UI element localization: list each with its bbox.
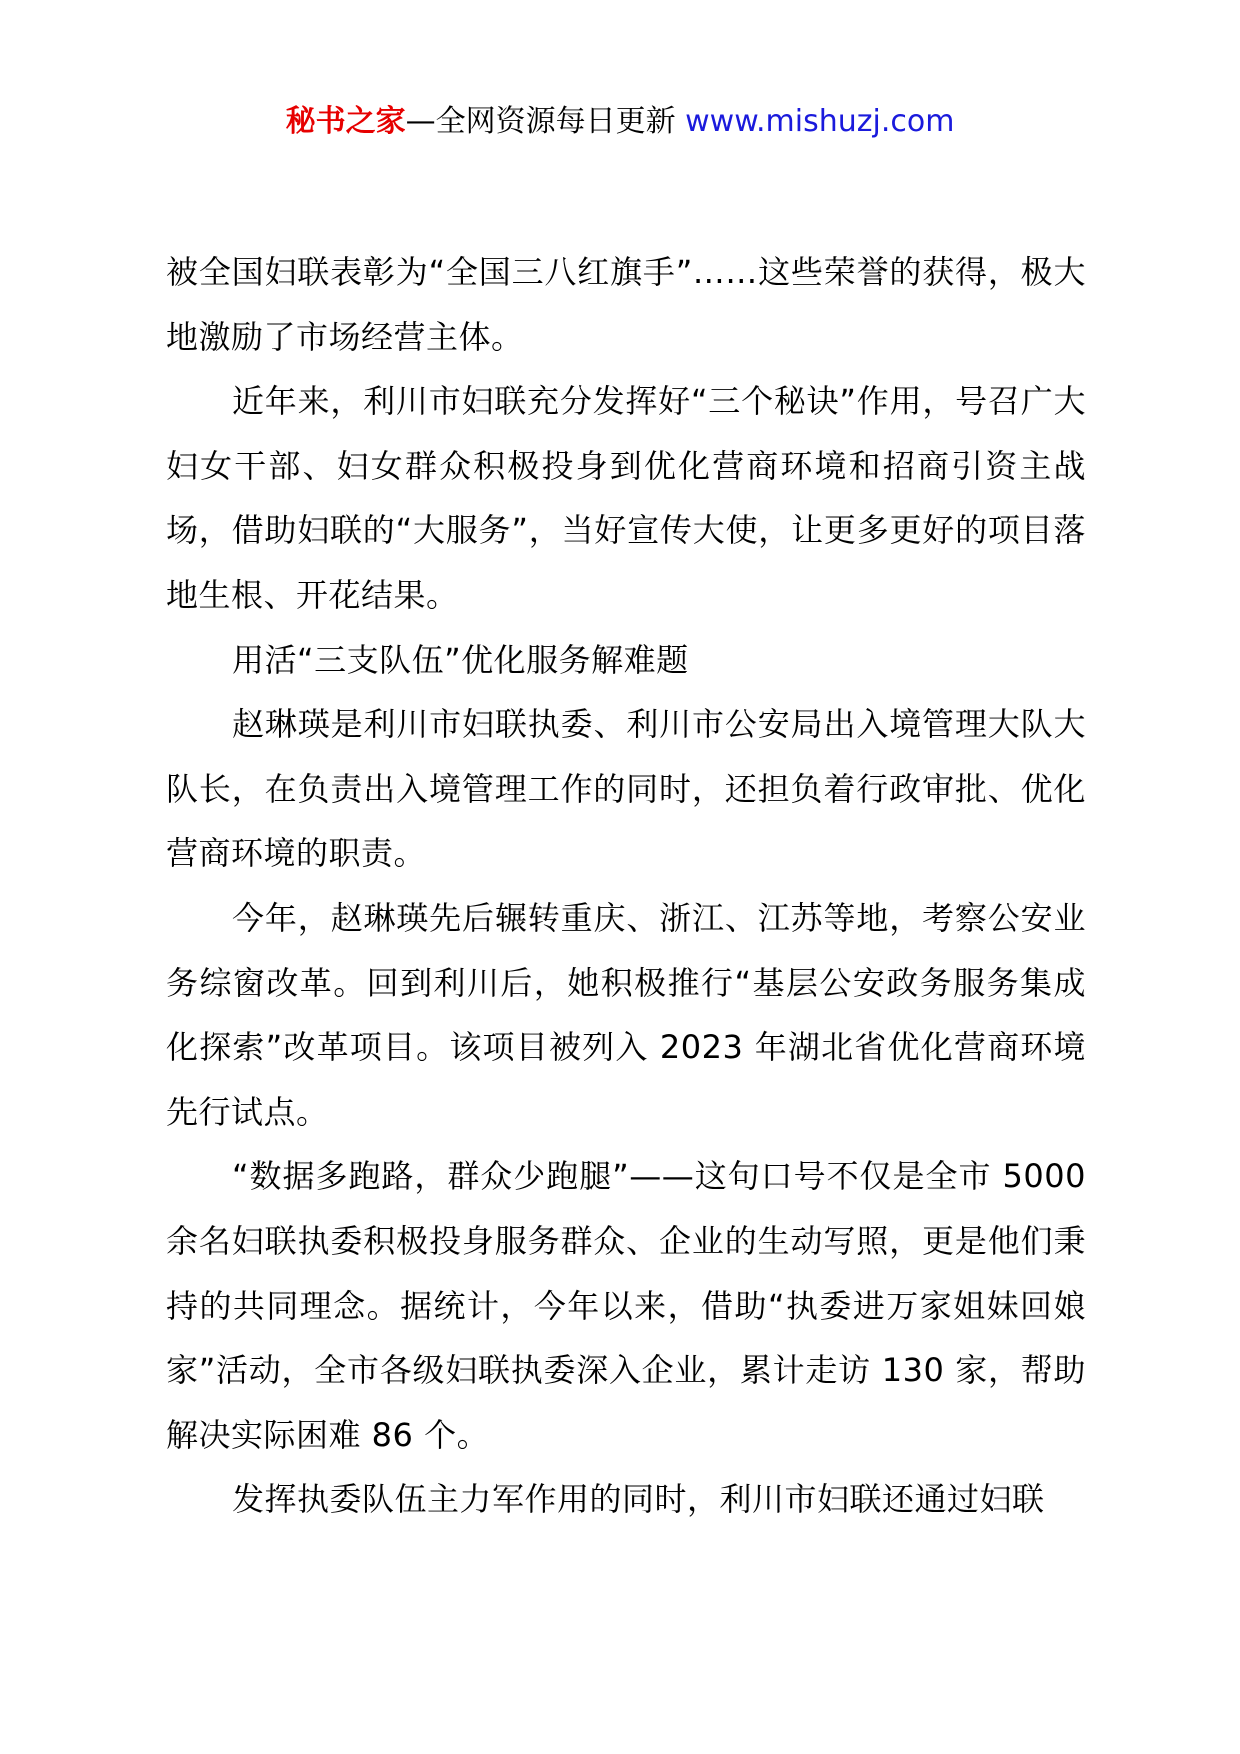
paragraph-5: 今年，赵琳瑛先后辗转重庆、浙江、江苏等地，考察公安业务综窗改革。回到利川后，她积极推行“基层公安政务服务集成化探索”改革项目。该项目被列入 2023 年湖北省优化营商环境先行试点。 (166, 898, 1086, 1131)
paragraph-4: 赵琳瑛是利川市妇联执委、利川市公安局出入境管理大队大队长，在负责出入境管理工作的同时，还担负着行政审批、优化营商环境的职责。 (166, 705, 1086, 873)
paragraph-1: 被全国妇联表彰为“全国三八红旗手”……这些荣誉的获得，极大地激励了市场经营主体。 (166, 253, 1086, 356)
document-body (166, 240, 1086, 1532)
brand-name: 秘书之家 (285, 104, 406, 139)
paragraph-2: 近年来，利川市妇联充分发挥好“三个秘诀”作用，号召广大妇女干部、妇女群众积极投身到优化营商环境和招商引资主战场，借助妇联的“大服务”，当好宣传大使，让更多更好的项目落地生根、开花结果。 (166, 382, 1086, 614)
page-header (0, 100, 1240, 144)
section-heading: 用活“三支队伍”优化服务解难题 (232, 640, 689, 679)
site-url-link[interactable]: www.mishuzj.com (685, 104, 955, 139)
paragraph-6: “数据多跑路，群众少跑腿”——这句口号不仅是全市 5000 余名妇联执委积极投身服务群众、企业的生动写照，更是他们秉持的共同理念。据统计，今年以来，借助“执委进万家姐妹回娘家”活动，全市各级妇联执委深入企业，累计走访 130 家，帮助解决实际困难 86 个。 (166, 1157, 1086, 1454)
header-tagline: —全网资源每日更新 (405, 104, 686, 139)
paragraph-7: 发挥执委队伍主力军作用的同时，利川市妇联还通过妇联 (232, 1480, 1045, 1519)
